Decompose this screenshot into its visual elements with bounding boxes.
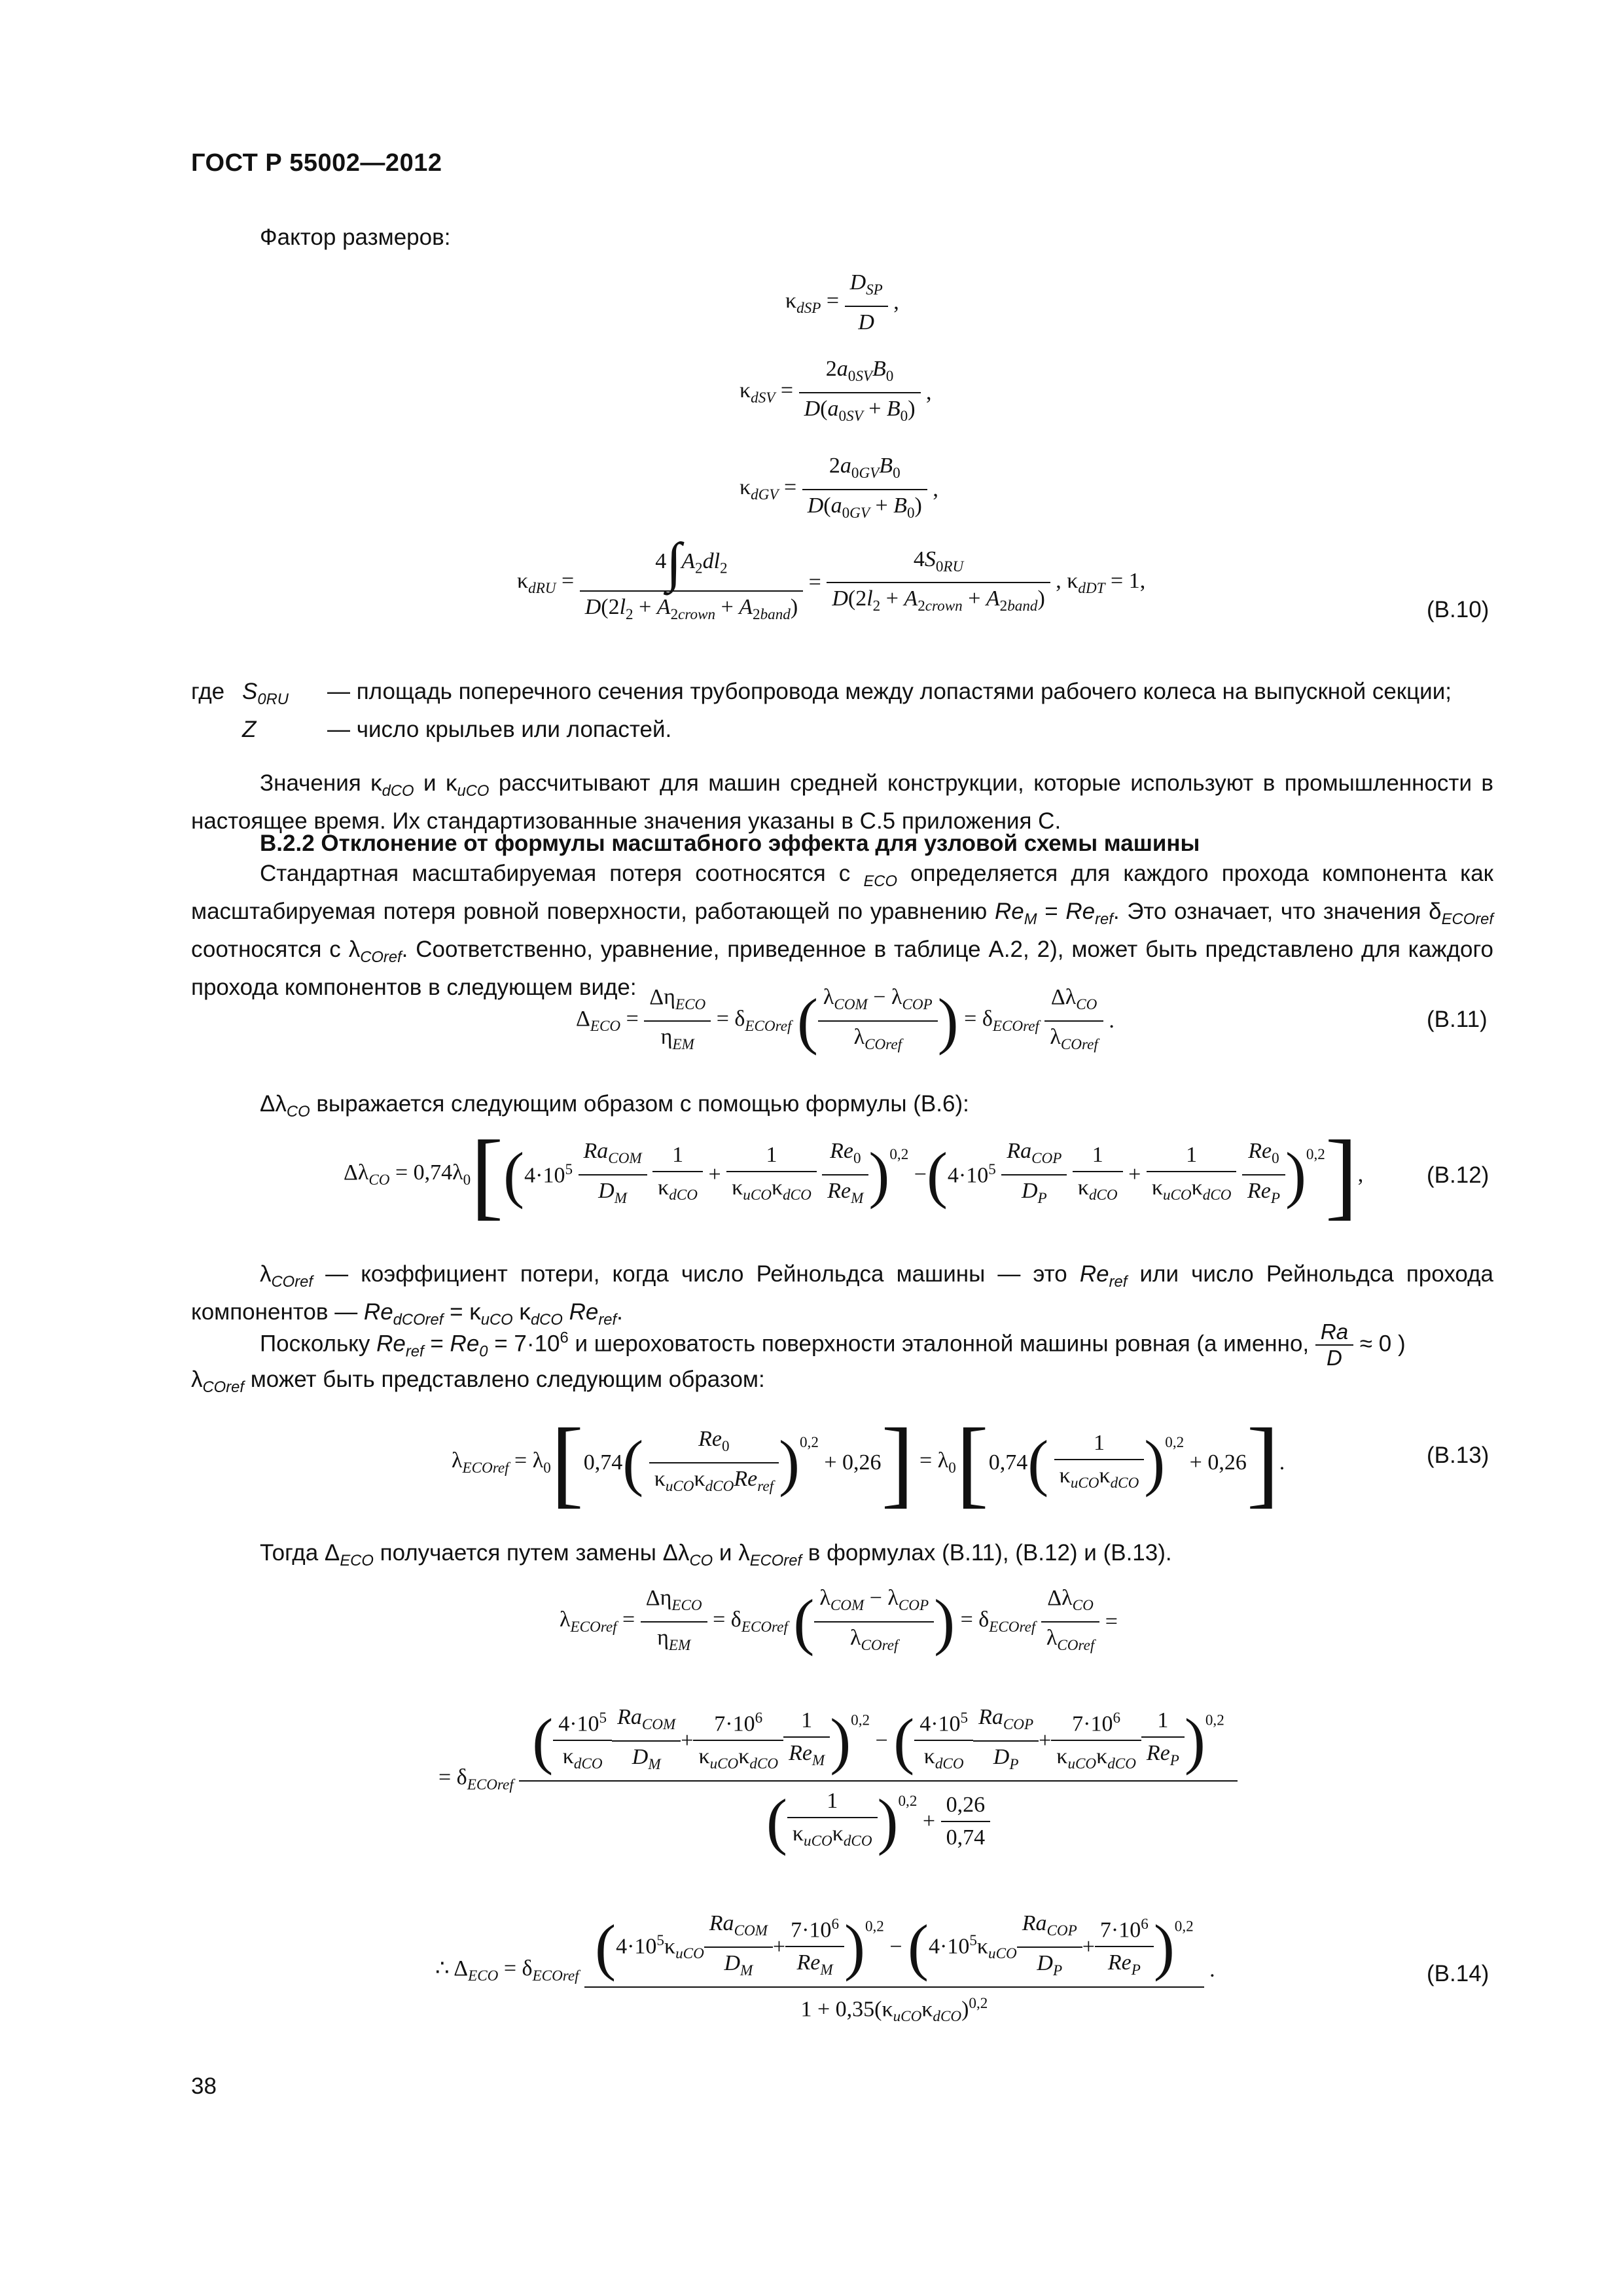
formula-kappa-dsp: $\kappa_{dSP}$ = $\frac{D_{SP}}{D}$ ,: [785, 267, 899, 338]
document-header: ГОСТ Р 55002—2012: [191, 149, 442, 177]
paragraph-delta-lambda: $\Delta\lambda_{CO}$ выражается следующим образом с помощью формулы (В.6):: [260, 1091, 969, 1121]
formula-b14: ∴ $\Delta_{ECO} = \delta_{ECOref}$ ($4\cdot 10^5\kappa_{uCO}$ $\frac{Ra_{COM}}{D_M}$ + $\frac{7\cdot 10^6}{Re_M}$ )$^{0,2} - (4\cdot 10^5\kappa_{uCO}$ $\frac{Ra_{COP}}{D_P}$ + $\frac{7\cdot 10^6}{Re_P}$ )$^{0,2}$ $1 + 0,35(\kappa_{uCO}\kappa_{dCO})^{0,2}$ .: [435, 1908, 1215, 2032]
formula-b11: $\Delta_{ECO}$ = $\frac{\Delta\eta_{ECO}}{\eta_{EM}}$ = $\delta_{ECOref}$ ( $\frac{\lambda_{COM} - \lambda_{COP}}{\lambda_{COref}}$ ) = $\delta_{ECOref}$ $\frac{\Delta\lambda_{CO}}{\lambda_{COref}}$ .: [576, 982, 1115, 1060]
where-symbol-s0ru-sub: 0RU: [257, 691, 289, 708]
formula-expanded-ratio: = $\delta_{ECOref}$ ( $\frac{4\cdot 10^5}{\kappa_{dCO}}$ $\frac{Ra_{COM}}{D_M}$ + $\frac{7\cdot 10^6}{\kappa_{uCO}\kappa_{dCO}}$ $\frac{1}{Re_M}$ )$^{0,2}$ − ( $\frac{4\cdot 10^5}{\kappa_{dCO}}$ $\frac{Ra_{COP}}{D_P}$ + $\frac{7\cdot 10^6}{\kappa_{uCO}\kappa_{dCO}}$ $\frac{1}{Re_P}$ )$^{0,2}$ ( $\frac{1}{\kappa_{uCO}\kappa_{dCO}}$ )$^{0,2}$ + $\frac{0,26}{0,74}$: [438, 1702, 1238, 1857]
where-def-s0ru: — площадь поперечного сечения трубопровода между лопастями рабочего колеса на выпускной секции;: [327, 679, 1452, 704]
paragraph-lambda-coref: $\lambda_{COref}$ — коэффициент потери, когда число Рейнольдса машины — это $Re_{ref}$ или число Рейнольдса прохода компонентов — $Re_{dCOref} = \kappa_{uCO}$ $\kappa_{dCO}$ $Re_{ref}$.: [191, 1261, 1494, 1329]
paragraph-standard-loss: Стандартная масштабируемая потеря соотносятся с $_{ECO}$ определяется для каждого прохода компонента как масштабируемая потеря ровной поверхности, работающей по уравнению $Re_M = Re_{ref}$. Это означает, что значения $\delta_{ECOref}$ соотносятся с $\lambda_{COref}$. Соответственно, уравнение, приведенное в таблице А.2, 2), может быть представлено для каждого прохода компонентов в следующем виде:: [191, 861, 1493, 1000]
paragraph-since-reref-cont: $\lambda_{COref}$ может быть представлено следующим образом:: [191, 1367, 765, 1396]
formula-b12: $\Delta\lambda_{CO} = 0,74\lambda_0[(4\cdot 10^5$ $\frac{Ra_{COM}}{D_M}$ $\frac{1}{\kappa_{dCO}}$ + $\frac{1}{\kappa_{uCO}\kappa_{dCO}}$ $\frac{Re_0}{Re_M}$ )$^{0,2} -(4\cdot 10^5$ $\frac{Ra_{COP}}{D_P}$ $\frac{1}{\kappa_{dCO}}$ + $\frac{1}{\kappa_{uCO}\kappa_{dCO}}$ $\frac{Re_0}{Re_P}$ )$^{0,2}$],: [344, 1121, 1364, 1229]
page-number: 38: [191, 2073, 217, 2099]
equation-number-b13: (В.13): [1427, 1443, 1489, 1468]
equation-number-b11: (В.11): [1427, 1007, 1488, 1032]
where-symbol-z: Z: [242, 717, 257, 742]
paragraph-since-reref: Поскольку $Re_{ref} = Re_0 = 7\cdot 10^6$ и шероховатость поверхности эталонной машины ровная (а именно, $\frac{Ra}{D}$ ≈ 0 ): [260, 1319, 1406, 1370]
where-label: где: [191, 679, 225, 704]
formula-b13: $\lambda_{ECOref} = \lambda_0[0,74$( $\frac{Re_0}{\kappa_{uCO}\kappa_{dCO}Re_{ref}}$ )$^{0,2} + 0,26] = \lambda_0[0,74$( $\frac{1}{\kappa_{uCO}\kappa_{dCO}}$ )$^{0,2}$ + 0,26].: [452, 1408, 1285, 1517]
equation-number-b10: (В.10): [1427, 597, 1489, 622]
formula-kappa-dgv: $\kappa_{dGV}$ = $\frac{2a_{0GV}B_0}{D(a_{0GV} + B_0)}$ ,: [740, 450, 938, 529]
equation-number-b12: (В.12): [1427, 1162, 1489, 1188]
section-heading: В.2.2 Отклонение от формулы масштабного эффекта для узловой схемы машины: [260, 831, 1200, 856]
formula-kappa-dsv: $\kappa_{dSV}$ = $\frac{2a_{0SV}B_0}{D(a_{0SV} + B_0)}$ ,: [740, 353, 932, 432]
where-symbol-s0ru: S: [242, 679, 258, 704]
equation-number-b14: (В.14): [1427, 1961, 1489, 1986]
paragraph-kappa-values: Значения $\kappa_{dCO}$ и $\kappa_{uCO}$ рассчитывают для машин средней конструкции, которые используют в промышленности в настоящее время. Их стандартизованные значения указаны в С.5 приложения С.: [191, 770, 1494, 834]
where-def-z: — число крыльев или лопастей.: [327, 717, 672, 742]
paragraph-then-delta: Тогда $\Delta_{ECO}$ получается путем замены $\Delta\lambda_{CO}$ и $\lambda_{ECOref}$ в формулах (В.11), (В.12) и (В.13).: [260, 1540, 1172, 1570]
formula-lambda-ecoref: $\lambda_{ECOref}$ = $\frac{\Delta\eta_{ECO}}{\eta_{EM}}$ = $\delta_{ECOref}$ ( $\frac{\lambda_{COM} - \lambda_{COP}}{\lambda_{COref}}$ ) = $\delta_{ECOref}$ $\frac{\Delta\lambda_{CO}}{\lambda_{COref}}$ =: [560, 1583, 1118, 1661]
formula-b10: $\kappa_{dRU}$ = $\frac{4\int A_2dl_2}{D(2l_2 + A_{2crown} + A_{2band})}$ = $\frac{4S_{0RU}}{D(2l_2 + A_{2crown} + A_{2band})}$ , $\kappa_{dDT} = 1$,: [517, 535, 1145, 630]
size-factor-label: Фактор размеров:: [260, 224, 451, 250]
where-block: [191, 677, 1493, 745]
